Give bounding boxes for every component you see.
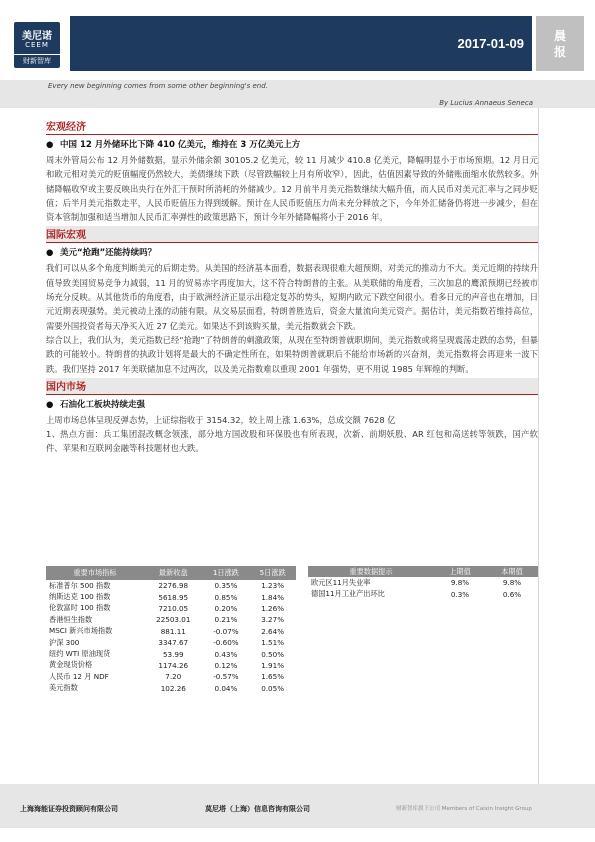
section-title: 国内市场 [46,378,538,395]
bullet-headline: 中国 12 月外储环比下降 410 亿美元，维持在 3 万亿美元上方 [60,140,301,150]
value-cell: 2.64% [261,626,285,636]
value-cell: 3.27% [261,615,285,625]
report-header [0,0,595,80]
value-cell: 1.23% [261,581,285,591]
table-row [308,577,538,588]
value-cell: 22503.01 [156,615,191,625]
report-type-char-2: 报 [553,45,566,59]
column-header: 本期值 [486,566,538,577]
value-cell: 1.84% [261,592,285,602]
bullet-dot-icon: ● [46,399,54,410]
indicator-name-cell: MSCI 新兴市场指数 [49,626,113,636]
column-header: 重要市场指标 [46,566,144,580]
table-row [46,637,296,648]
table-row [46,660,296,671]
section-domestic [46,378,538,456]
section-bullet [46,246,538,258]
column-header: 最新收盘 [144,566,203,580]
value-cell: 5618.95 [158,592,189,602]
value-cell: 0.43% [214,649,238,659]
ceem-logo [14,22,60,68]
value-cell: 7210.05 [158,603,189,613]
report-date: 2017-01-09 [457,36,524,51]
value-cell: 1.26% [261,603,285,613]
paragraph: 上周市场总体呈现反弹态势，上证综指收于 3154.32，较上周上涨 1.63%，总成交额 7628 亿 [46,414,396,425]
value-cell: 0.50% [261,649,285,659]
value-cell: -0.60% [213,638,239,648]
value-cell: 0.85% [214,592,238,602]
column-header: 重要数据提示 [308,566,434,577]
paragraph: 综合以上，我们认为，美元指数已经“抢跑”了特朗普的刺激政策，从现在至特朗普就职期间，美元指数或将呈现震荡走跌的态势，但暴跌的可能较小。特朗普的执政计划将是最大的不确定性所在，如果特朗普就职后不能给市场新的兴奋剂，美元指数将会再迎来一波下跌。我们坚持 2017 年美联储加息不过两次，以及美元指数难以重现 2001 年强势，更不用说 1985 年辉煌的判断。 [46,334,538,374]
section-title: 国际宏观 [46,226,538,243]
table-header-row [46,566,296,580]
value-cell: 0.6% [502,589,522,599]
table-row [46,591,296,602]
value-cell: 881.11 [160,626,186,636]
report-type-char-1: 晨 [553,29,566,43]
footer-company-left: 上海海能证券投资顾问有限公司 [20,805,118,813]
section-bullet [46,398,538,410]
report-body [46,118,538,456]
table-row [46,580,296,591]
section-macro [46,118,538,224]
table-row [46,626,296,637]
bullet-dot-icon: ● [46,140,54,150]
indicator-name-cell: 纽约 WTI 原油现货 [49,649,111,659]
table-row [308,588,538,599]
market-indicators-table [46,566,296,694]
indicator-name-cell: 纳斯达克 100 指数 [49,592,111,602]
table-row [46,614,296,625]
table-header-row [308,566,538,577]
bullet-dot-icon: ● [46,248,54,259]
table-row [46,671,296,682]
section-bullet [46,138,538,150]
value-cell: 3347.67 [158,638,189,648]
column-header: 1日涨跌 [203,566,250,580]
value-cell: -0.57% [213,672,239,682]
value-cell: 7.20 [165,672,182,682]
value-cell: 0.04% [214,683,238,693]
indicator-name-cell: 德国11月工业产出环比 [311,589,385,599]
bullet-headline: 美元“抢跑”还能持续吗？ [60,248,157,259]
table-row [46,648,296,659]
paragraph: 1、热点方面：兵工集团混改概念领涨，部分地方国改股和环保股也有所表现，次新、前期妖股、AR 红包和高送转等领跌，国产软件、苹果和互联网金融等科技题材也大跌。 [46,429,538,454]
value-cell: 0.3% [450,589,470,599]
motto-author: By Lucius Annaeus Seneca [439,99,533,107]
value-cell: 1.51% [261,638,285,648]
motto-quote: Every new beginning comes from some other beginning's end. [48,82,268,90]
value-cell: 0.21% [214,615,238,625]
column-header: 5日涨跌 [249,566,296,580]
footer-group-note: 财新智库旗下公司 Members of Caixin Insight Group [396,806,532,812]
table-row [46,603,296,614]
value-cell: 1.91% [261,660,285,670]
indicator-name-cell: 沪深 300 [49,637,80,647]
indicator-name-cell: 伦敦富时 100 指数 [49,603,111,613]
footer-company-middle: 莫尼塔（上海）信息咨询有限公司 [205,805,310,813]
paragraph: 周末外管局公布 12 月外储数据，显示外储余额 30105.2 亿美元，较 11 月减少 410.8 亿美元，降幅明显小于市场预期。12 月日元和欧元相对美元的贬值幅度仍然较大，美债继续下跌（尽管跌幅较上月有所收窄），因此，估值因素导致的外储账面缩水依然较多。外储降幅收窄或主要反映出央行在外汇干预时所消耗的外储减少。12 月前半月美元指数继续大幅升值，而人民币对美元汇率与之同步贬值；后半月美元指数走平，人民币贬值压力得到缓解。预计在人民币贬值压力尚未充分释放之下，今年外汇储备仍将进一步减少，但在资本管制加强和适当增加人民币汇率弹性的政策思路下，预计今年外储降幅将小于 2016 年。 [46,155,538,223]
value-cell: 0.05% [261,683,285,693]
indicator-name-cell: 香港恒生指数 [49,614,93,624]
value-cell: 1174.26 [158,660,189,670]
indicator-name-cell: 人民币 12 月 NDF [49,671,109,681]
value-cell: 0.12% [214,660,238,670]
value-cell: 9.8% [502,578,522,588]
report-type-tab [536,16,584,71]
header-banner [70,16,532,71]
indicator-name-cell: 欧元区11月失业率 [311,577,371,587]
report-footer [0,784,595,828]
logo-chinese-text: 美尼诺 [22,31,52,42]
economic-data-table [308,566,538,600]
value-cell: 2276.98 [158,581,189,591]
paragraph: 我们可以从多个角度判断美元的后期走势。从美国的经济基本面看，数据表现很难大超预期，对美元的推动力不大。美元近期的持续升值导致美国贸易竞争力减弱，11 月的贸易赤字再度加大，这不符合特朗普的主张。从美联储的角度看，三次加息的鹰派预期已经被市场充分反映。从其他货币的角度看，由于欧洲经济正显示出稳定复苏的势头，短期内欧元下跌空间很小。看多日元的声音也在增加，日元近期表现强势。美元被动上涨的动能有限。从交易层面看，特朗普胜选后，资金大量流向美元资产。据估计，美元指数若维持高位，需要外国投资者每天净买入近 27 亿美元。如果达不到该购买量，美元指数就会下跌。 [46,263,538,331]
table-row [46,683,296,694]
bullet-headline: 石油化工板块持续走强 [60,399,146,410]
value-cell: 102.26 [160,683,186,693]
section-title: 宏观经济 [46,118,538,135]
value-cell: 0.20% [214,603,238,613]
value-cell: 53.99 [162,649,184,659]
logo-subtitle: 财新智库 [14,54,60,66]
value-cell: 0.35% [214,581,238,591]
indicator-name-cell: 黄金现货价格 [49,660,93,670]
value-cell: 1.65% [261,672,285,682]
indicator-name-cell: 标准普尔 500 指数 [49,580,111,590]
column-header: 上期值 [434,566,486,577]
section-international [46,226,538,375]
logo-english-text: CEEM [25,41,49,49]
value-cell: -0.07% [213,626,239,636]
indicator-name-cell: 美元指数 [49,683,78,693]
right-margin-rule [538,108,539,784]
value-cell: 9.8% [450,578,470,588]
